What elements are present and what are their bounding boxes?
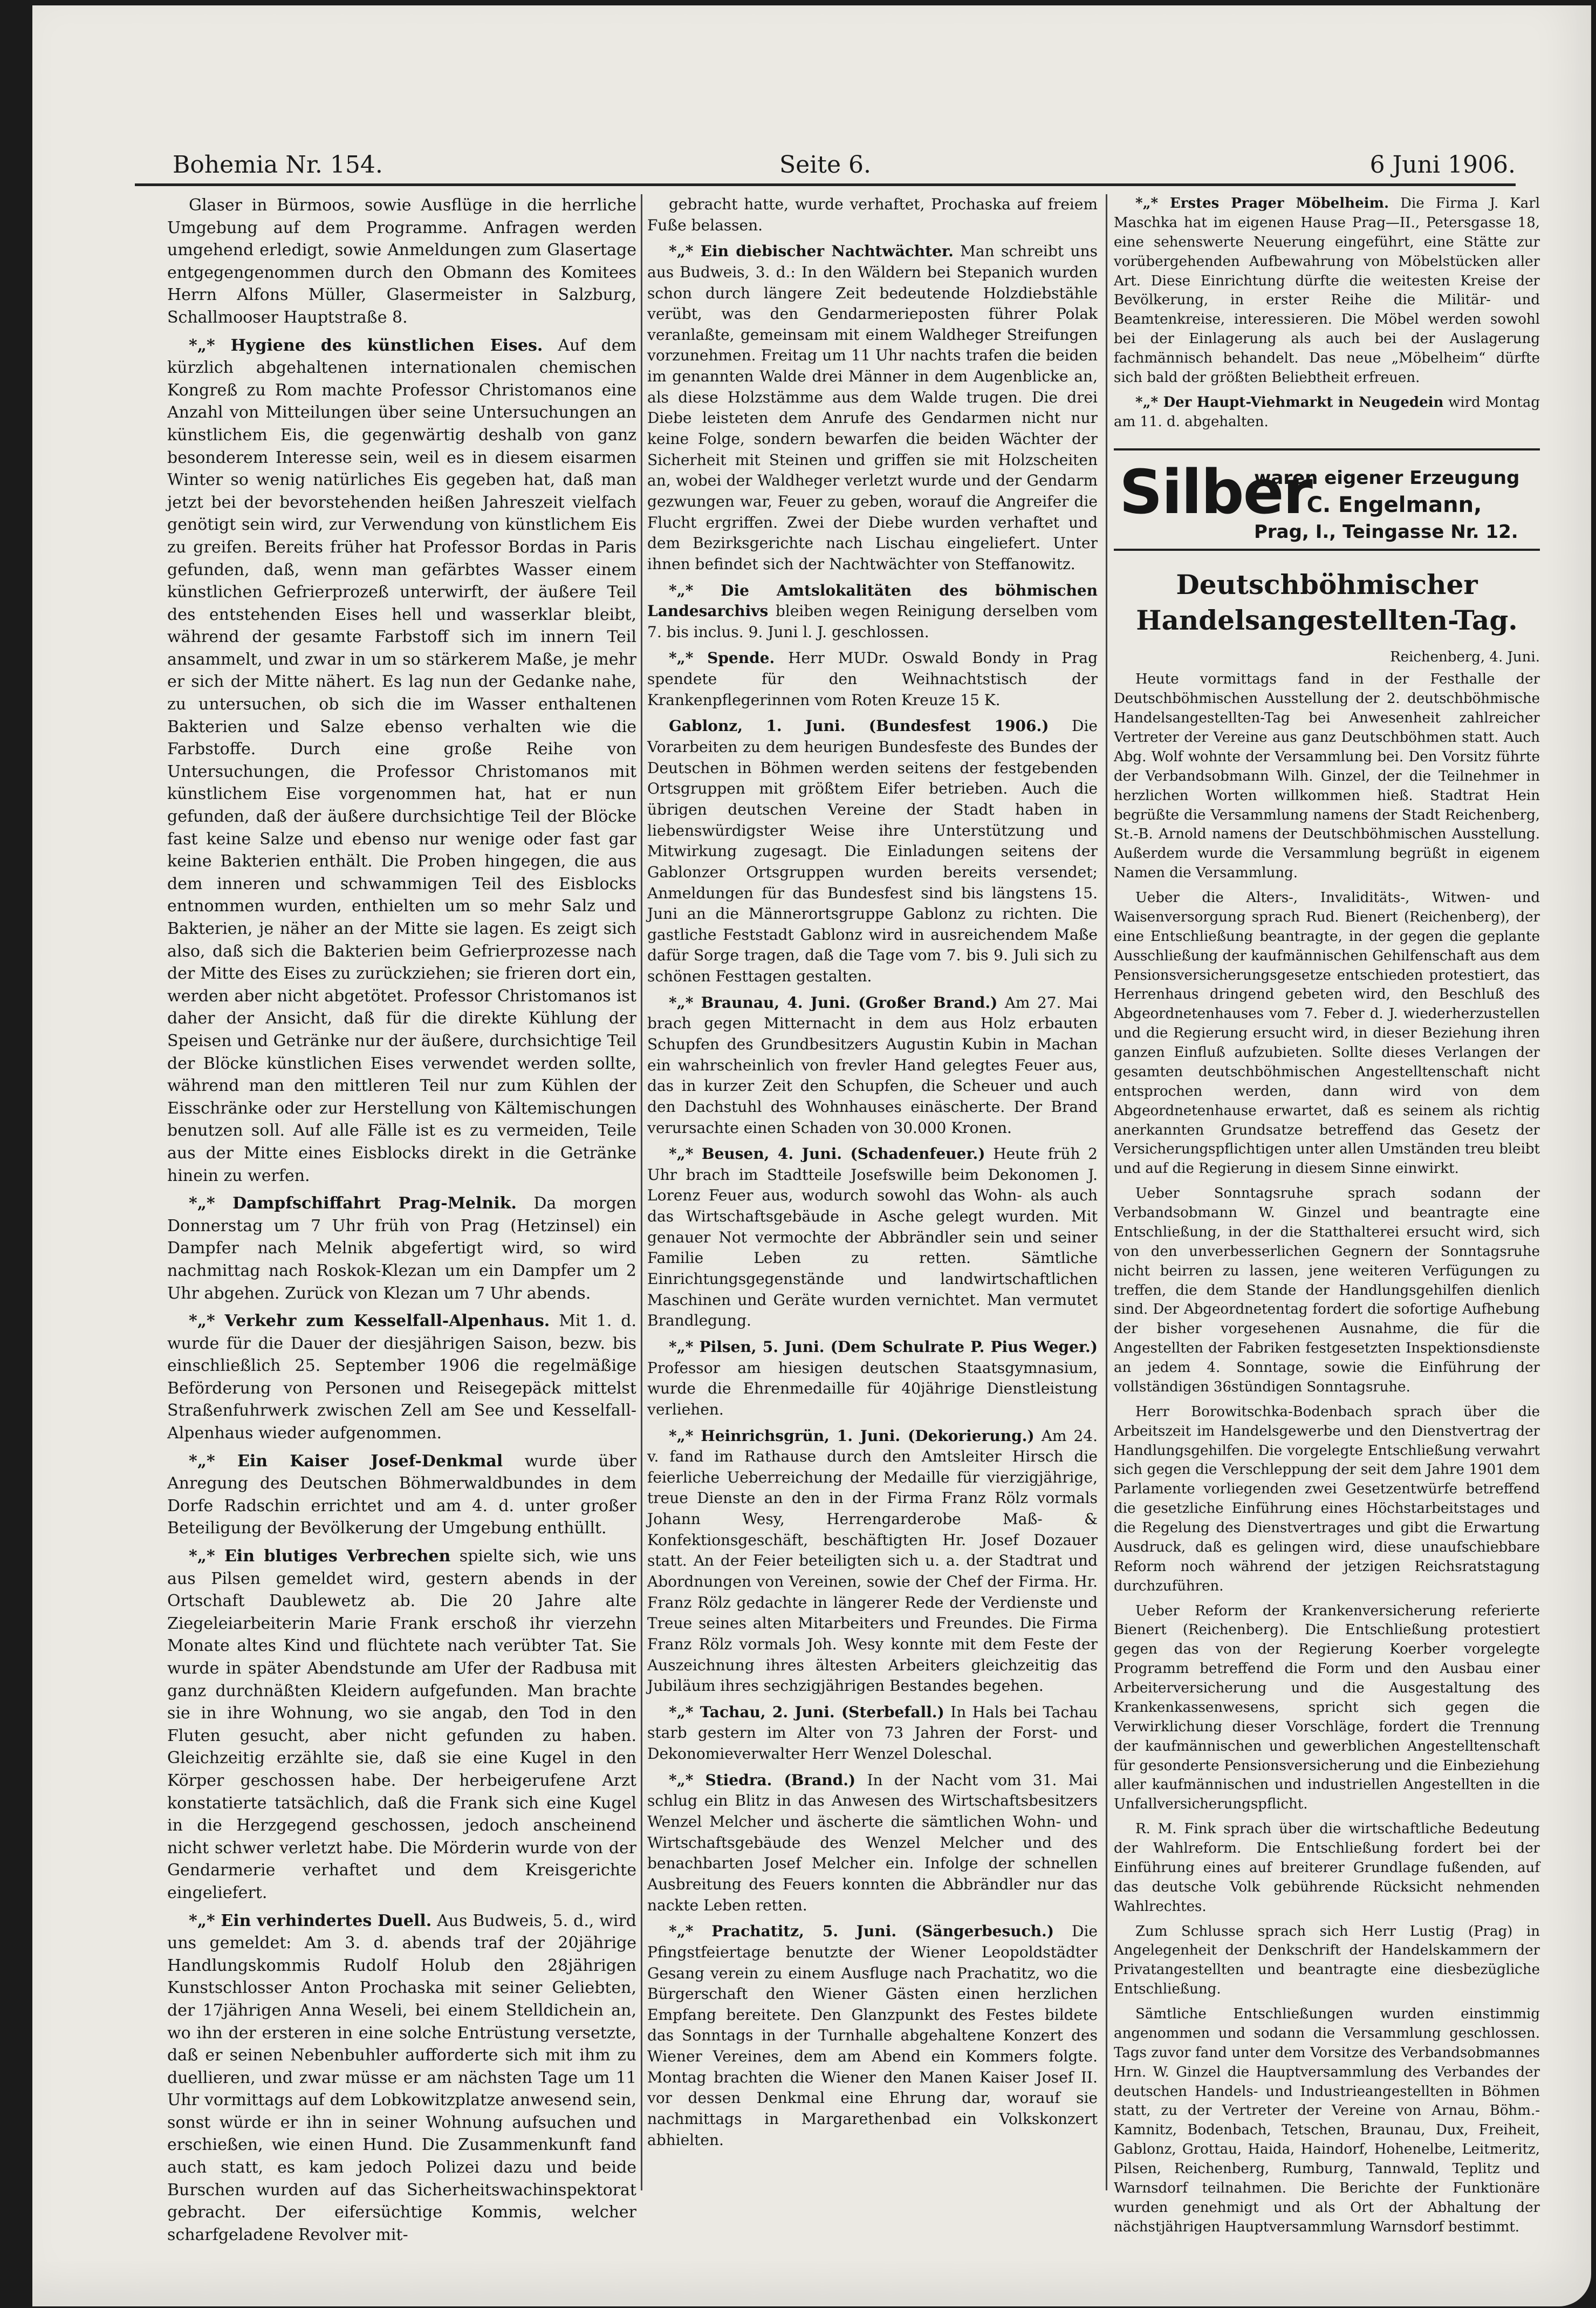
news-item <box>167 194 636 329</box>
news-item <box>647 1702 1098 1765</box>
news-item-body: Man schreibt uns aus Budweis, 3. d.: In den Wäldern bei Stepanich wurden schon durch längere Zeit bedeutende Holzdiebstähle verübt, was den Gendarmerieposten führer Polak veranlaßte, gemeinsam mit einem Waldheger Streifungen vorzunehmen. Freitag um 11 Uhr nachts trafen die beiden im genannten Walde drei Männer in dem Augenblicke an, als diese Holzstämme aus dem Walde trugen. Die drei Diebe leisteten dem Anrufe des Gendarmen nicht nur keine Folge, sondern bewarfen die beiden Wächter der Sicherheit mit Steinen und griffen sie mit Holzscheiten an, wobei der Waldheger verletzt wurde und der Gendarm gezwungen war, Feuer zu geben, worauf die Angreifer die Flucht ergriffen. Zwei der Diebe wurden verhaftet und dem Bezirksgerichte nach Lischau eingeliefert. Unter ihnen befindet sich der Nachtwächter von Steffanowitz. <box>647 242 1098 573</box>
news-item <box>1114 393 1540 432</box>
news-item <box>167 334 636 1187</box>
news-item-body: spielte sich, wie uns aus Pilsen gemeldet wird, gestern abends in der Ortschaft Daublewetz ab. Die 20 Jahre alte Ziegeleiarbeiterin Marie Frank erschoß ihr vierzehn Monate altes Kind und flüchtete nach verübter Tat. Sie wurde in später Abendstunde am Ufer der Radbusa mit ganz durchnäßten Kleidern aufgefunden. Man brachte sie in ihre Wohnung, wo sie angab, den Tod in den Fluten gesucht, aber nicht gefunden zu haben. Gleichzeitig erzählte sie, daß sie eine Kugel in den Körper geschossen habe. Der herbeigerufene Arzt konstatierte tatsächlich, daß die Frank sich eine Kugel in die Herzgegend geschossen, jedoch anscheinend nicht schwer verletzt habe. Die Mörderin wurde von der Gendarmerie verhaftet und dem Kreisgerichte eingeliefert. <box>167 1547 636 1902</box>
news-item-headline: *„* Hygiene des künstlichen Eises. <box>189 336 543 355</box>
news-item-headline: *„* Tachau, 2. Juni. (Sterbefall.) <box>669 1703 944 1721</box>
news-item <box>647 194 1098 236</box>
column-3-article <box>1114 670 1540 2237</box>
news-item <box>1114 1602 1540 1815</box>
news-item-body: Da morgen Donnerstag um 7 Uhr früh von Prag (Hetzinsel) ein Dampfer nach Melnik abgefertigt wird, so wird nachmittag nach Roskok-Klezan um ein Dampfer um 2 Uhr abgehen. Zurück von Klezan um 7 Uhr abends. <box>167 1194 636 1303</box>
column-2 <box>647 194 1098 2156</box>
news-item-body: Die Firma J. Karl Maschka hat im eigenen Hause Prag—II., Petersgasse 18, eine sehenswerte Neuerung eingeführt, eine Stätte zur vorübergehenden Aufbewahrung von Möbelstücken aller Art. Diese Einrichtung dürfte die weitesten Kreise der Bevölkerung, in erster Reihe die Militär- und Beamtenkreise, interessieren. Die Möbel werden sowohl bei der Einlagerung als auch bei der Auslagerung fachmännisch behandelt. Das neue „Möbelheim“ dürfte sich bald der größten Beliebtheit erfreuen. <box>1114 195 1540 386</box>
news-item <box>1114 194 1540 388</box>
news-item <box>647 716 1098 987</box>
news-item <box>167 1545 636 1904</box>
news-item <box>647 1337 1098 1421</box>
column-rule <box>641 194 642 2190</box>
news-item <box>647 581 1098 643</box>
news-item-body: Auf dem kürzlich abgehaltenen internationalen chemischen Kongreß zu Rom machte Professor Christomanos eine Anzahl von Mitteilungen über seine Untersuchungen an künstlichem Eis, die gegenwärtig deshalb von ganz besonderem Interesse sein, weil es in diesem eisarmen Winter so wenig natürliches Eis gegeben hat, daß man jetzt bei der bevorstehenden heißen Jahreszeit vielfach genötigt sein wird, zur Verwendung von künstlichem Eis zu greifen. Bereits früher hat Professor Bordas in Paris gefunden, daß, wenn man gefärbtes Wasser einem künstlichen Gefrierprozeß unterwirft, der äußere Teil des entstehenden Eises hell und wasserklar bleibt, während der gesamte Farbstoff sich im innern Teil ansammelt, und zwar in um so stärkerem Maße, je mehr er sich der Mitte nähert. Es lag nun der Gedanke nahe, zu untersuchen, ob sich die im Wasser enthaltenen Bakterien und Salze ebenso verhalten wie die Farbstoffe. Durch eine große Reihe von Untersuchungen, die Professor Christomanos mit künstlichem Eise vorgenommen hat, hat er nun gefunden, daß der äußere durchsichtige Teil der Blöcke fast keine Salze und ebenso nur wenige oder fast gar keine Bakterien enthält. Die Proben hingegen, die aus dem inneren und schwammigen Teil des Eisblocks entnommen wurden, enthielten um so mehr Salz und Bakterien, je näher an der Mitte sie lagen. Es zeigt sich also, daß sich die Bakterien beim Gefrierprozesse nach der Mitte des Eises zu zurückziehen; sie frieren dort ein, werden aber nicht abgetötet. Professor Christomanos ist daher der Ansicht, daß für die direkte Kühlung der Speisen und Getränke nur der äußere, durchsichtige Teil der Blöcke künstlichen Eises verwendet werden sollte, während man den mittleren Teil nur zum Kühlen der Eisschränke oder zur Herstellung von Kältemischungen benutzen soll. Auf alle Fälle ist es zu vermeiden, Teile aus der Mitte eines Eisblocks direkt in die Getränke hinein zu werfen. <box>167 336 636 1185</box>
column-1 <box>167 194 636 2251</box>
news-item-headline: *„* Pilsen, 5. Juni. (Dem Schulrate P. Pius Weger.) <box>669 1337 1098 1356</box>
news-item-body: wird Montag am 11. d. abgehalten. <box>1114 394 1540 430</box>
news-item <box>1114 1820 1540 1916</box>
news-item-headline: *„* Ein verhindertes Duell. <box>189 1911 432 1930</box>
column-3-top-items <box>1114 194 1540 432</box>
news-item-headline: Gablonz, 1. Juni. (Bundesfest 1906.) <box>669 717 1049 735</box>
news-item-body: Am 27. Mai brach gegen Mitternacht in dem aus Holz erbauten Schupfen des Grundbesitzers Augustin Kubin in Machan ein wahrscheinlich von frevler Hand gelegtes Feuer aus, das in kurzer Zeit den Schupfen, die Scheuer und auch den Dachstuhl des Wohnhauses einäscherte. Der Brand verursachte einen Schaden von 30.000 Kronen. <box>647 993 1098 1137</box>
header-publication: Bohemia Nr. 154. <box>173 151 383 179</box>
news-item-body: Herr Borowitschka-Bodenbach sprach über die Arbeitszeit im Handelsgewerbe und den Dienstvertrag der Handlungsgehilfen. Die vorgelegte Entschließung verwahrt sich gegen die Verschleppung der seit dem Jahre 1901 dem Parlamente vorliegenden zwei Gesetzentwürfe betreffend die gesetzliche Einführung eines Höchstarbeitstages und die Regelung des Dienstvertrages und gibt die Erwartung Ausdruck, daß es gelingen wird, diese unaufschiebbare Reform noch während der jetzigen Reichsratstagung durchzuführen. <box>1114 1403 1540 1594</box>
news-item-body: Glaser in Bürmoos, sowie Ausflüge in die herrliche Umgebung auf dem Programme. Anfragen werden umgehend erledigt, sowie Anmeldungen zum Glasertage entgegengenommen durch den Obmann des Komitees Herrn Alfons Müller, Glasermeister in Salzburg, Schallmooser Hauptstraße 8. <box>167 196 636 327</box>
news-item-headline: *„* Verkehr zum Kesselfall-Alpenhaus. <box>189 1312 550 1331</box>
news-item <box>167 1450 636 1540</box>
news-item-headline: *„* Ein diebischer Nachtwächter. <box>669 242 954 261</box>
news-item-body: R. M. Fink sprach über die wirtschaftliche Bedeutung der Wahlreform. Die Entschließung fordert bei der Einführung eines auf breiterer Grundlage fußenden, auf das deutsche Volk gebührende Rücksicht nehmenden Wahlrechtes. <box>1114 1821 1540 1915</box>
news-item-body: wurde über Anregung des Deutschen Böhmerwaldbundes in dem Dorfe Radschin errichtet und am 4. d. unter großer Beteiligung der Bevölkerung der Umgebung enthüllt. <box>167 1451 636 1538</box>
news-item <box>1114 1403 1540 1596</box>
news-item-body: In Hals bei Tachau starb gestern im Alter von 73 Jahren der Forst- und Dekonomieverwalter Herr Wenzel Doleschal. <box>647 1703 1098 1763</box>
news-item-body: Herr MUDr. Oswald Bondy in Prag spendete für den Weihnachtstisch der Krankenpflegerinnen vom Roten Kreuze 15 K. <box>647 649 1098 709</box>
news-item-body: Sämtliche Entschließungen wurden einstimmig angenommen und sodann die Versammlung geschlossen. Tags zuvor fand unter dem Vorsitze des Verbandsobmannes Hrn. W. Ginzel die Hauptversammlung des Verbandes der deutschen Handels- und Industrieangestellten in Böhmen statt, zu der Vertreter der Vereine von Arnau, Böhm.-Kamnitz, Bodenbach, Tetschen, Braunau, Dux, Freiheit, Gablonz, Grottau, Haida, Haindorf, Hohenelbe, Leitmeritz, Pilsen, Reichenberg, Rumburg, Tannwald, Teplitz und Warnsdorf teilnahmen. Die Berichte der Funktionäre wurden genehmigt und als Ort der Abhaltung der nächstjährigen Hauptversammlung Warnsdorf bestimmt. <box>1114 2006 1540 2235</box>
news-item-headline: *„* Dampfschiffahrt Prag-Melnik. <box>189 1194 517 1213</box>
news-item <box>647 1770 1098 1916</box>
news-item-body: Ueber Reform der Krankenversicherung referierte Bienert (Reichenberg). Die Entschließung protestiert gegen das von der Regierung Koerber vorgelegte Programm betreffend die Form und den Ausbau einer Arbeiterversicherung und die Ausgestaltung des Krankenkassenwesens, spricht sich gegen die Verwirklichung dieser Vorschläge, fordert die Trennung der kaufmännischen und gewerblichen Angestelltenschaft für gesonderte Pensionsversicherung und die Einbeziehung aller kaufmännischen und industriellen Angestellten in die Unfallversicherungspflicht. <box>1114 1602 1540 1813</box>
news-item-body: Die Vorarbeiten zu dem heurigen Bundesfeste des Bundes der Deutschen in Böhmen werden seitens der festgebenden Ortsgruppen mit größtem Eifer betrieben. Auch die übrigen deutschen Vereine der Stadt haben in liebenswürdigster Weise ihre Unterstützung und Mitwirkung zugesagt. Die Einladungen seitens der Gablonzer Ortsgruppen wurden bereits versendet; Anmeldungen für das Bundesfest sind bis längstens 15. Juni an die Männerortsgruppe Gablonz zu richten. Die gastliche Feststadt Gablonz wird in ausreichendem Maße dafür Sorge tragen, daß die Tage vom 7. bis 9. Juli sich zu schönen Festtagen gestalten. <box>647 717 1098 986</box>
news-item-body: bleiben wegen Reinigung derselben vom 7. bis inclus. 9. Juni l. J. geschlossen. <box>647 602 1098 641</box>
news-item <box>647 1426 1098 1697</box>
news-item-headline: *„* Heinrichsgrün, 1. Juni. (Dekorierung.) <box>669 1426 1035 1445</box>
news-item-body: In der Nacht vom 31. Mai schlug ein Blitz in das Anwesen des Wirtschaftsbesitzers Wenzel Melcher und äscherte die sämtlichen Wohn- und Wirtschaftsgebäude des Wenzel Melcher und des benachbarten Josef Melcher ein. Infolge der schnellen Ausbreitung des Feuers konnten die Abbrändler nur das nackte Leben retten. <box>647 1771 1098 1914</box>
news-item-body: gebracht hatte, wurde verhaftet, Prochaska auf freiem Fuße belassen. <box>647 195 1098 234</box>
news-item <box>167 1910 636 2246</box>
news-item-headline: *„* Braunau, 4. Juni. (Großer Brand.) <box>669 993 998 1012</box>
news-item <box>167 1192 636 1305</box>
news-item-headline: *„* Erstes Prager Möbelheim. <box>1135 195 1389 211</box>
ad-line: Prag, I., Teingasse Nr. 12. <box>1254 521 1518 543</box>
column-rule <box>1106 194 1107 2190</box>
news-item-body: Zum Schlusse sprach sich Herr Lustig (Prag) in Angelegenheit der Denkschrift der Handelskammern der Privatangestellten und beantragte eine diesbezügliche Entschließung. <box>1114 1923 1540 1998</box>
news-item-headline: *„* Ein blutiges Verbrechen <box>189 1547 451 1566</box>
news-item-body: Mit 1. d. wurde für die Dauer der diesjährigen Saison, bezw. bis einschließlich 25. September 1906 die regelmäßige Beförderung von Personen und Reisegepäck mittelst Straßenfuhrwerk zwischen Zell am See und Kesselfall-Alpenhaus wieder aufgenommen. <box>167 1312 636 1443</box>
news-item-body: Am 24. v. fand im Rathause durch den Amtsleiter Hirsch die feierliche Ueberreichung der Medaille für vierzigjährige, treue Dienste an den in der Firma Franz Rölz vormals Johann Wesy, Herrengarderobe Maß- & Konfektionsgeschäft, beschäftigten Hr. Josef Dozauer statt. An der Feier beteiligten sich u. a. der Stadtrat und Abordnungen von Vereinen, sowie der Chef der Firma. Hr. Franz Rölz gedachte in längerer Rede der Verdienste und Treue seines alten Mitarbeiters und Freundes. Die Firma Franz Rölz vormals Joh. Wesy konnte mit dem Feste der Auszeichnung ihres ältesten Arbeiters gleichzeitig das Jubiläum ihres sechzigjährigen Bestandes begehen. <box>647 1426 1098 1695</box>
news-item-body: Aus Budweis, 5. d., wird uns gemeldet: Am 3. d. abends traf der 20jährige Handlungskommis Rudolf Holub den 28jährigen Kunstschlosser Anton Prochaska mit seiner Geliebten, der 17jährigen Anna Weseli, bei einem Stelldichein an, wo ihn der ersteren in eine solche Entrüstung versetzte, daß er seinen Nebenbuhler aufforderte sich mit ihm zu duellieren, und zwar müsse er am nächsten Tage um 11 Uhr vormittags auf dem Lobkowitzplatze anwesend sein, sonst würde er ihn in seiner Wohnung aufsuchen und erschießen, wie einen Hund. Die Zusammenkunft fand auch statt, es kam jedoch Polizei dazu und beide Burschen wurden auf das Sicherheitswachinspektorat gebracht. Der eifersüchtige Kommis, welcher scharfgeladene Revolver mit- <box>167 1911 636 2244</box>
news-item <box>647 648 1098 711</box>
news-item-body: Professor am hiesigen deutschen Staatsgymnasium, wurde die Ehrenmedaille für 40jährige Dienstleistung verliehen. <box>647 1358 1098 1418</box>
news-item <box>647 1921 1098 2150</box>
news-item-headline: *„* Spende. <box>669 649 775 667</box>
news-item-body: Die Pfingstfeiertage benutzte der Wiener Leopoldstädter Gesang verein zu einem Ausfluge nach Prachatitz, wo die Bürgerschaft den Wiener Gästen einen herzlichen Empfang bereitete. Den Glanzpunkt des Festes bildete das Sonntags in der Turnhalle abgehaltene Konzert des Wiener Vereines, dem am Abend ein Kommers folgte. Montag brachten die Wiener den Manen Kaiser Josef II. vor dessen Denkmal eine Ehrung dar, worauf sie nachmittags in Margarethenbad ein Volkskonzert abhielten. <box>647 1922 1098 2149</box>
news-item-body: Heute früh 2 Uhr brach im Stadtteile Josefswille beim Dekonomen J. Lorenz Feuer aus, wodurch sowohl das Wohn- als auch das Wirtschaftsgebäude in Asche gelegt wurden. Mit genauer Not vermochte der Abbrändler sein und seiner Familie Leben zu retten. Sämtliche Einrichtungsgegenstände und landwirtschaftlichen Maschinen und Geräte wurden vernichtet. Man vermutet Brandlegung. <box>647 1145 1098 1330</box>
advertisement <box>1114 448 1540 551</box>
news-item <box>1114 1922 1540 2000</box>
news-item <box>647 993 1098 1138</box>
news-item-headline: *„* Ein Kaiser Josef-Denkmal <box>189 1451 503 1471</box>
ad-line: waren eigener Erzeugung <box>1254 467 1520 489</box>
news-item-body: Ueber Sonntagsruhe sprach sodann der Verbandsobmann W. Ginzel und beantragte eine Entschließung, in der die Statthalterei ersucht wird, sich von den unverbesserlichen Gegnern der Sonntagsruhe nicht beirren zu lassen, jene weiteren Verfügungen zu treffen, die dem Stande der Handlungsgehilfen dienlich sind. Der Abgeordnetentag fordert die sofortige Aufhebung der bisher vorgesehenen Ausnahme, die für die Angestellten der Fabriken festgesetzten Inspektionsdienste an jedem 4. Sonntage, sowie die Einführung der vollständigen 36stündigen Sonntagsruhe. <box>1114 1185 1540 1395</box>
news-item <box>647 1144 1098 1331</box>
header-date: 6 Juni 1906. <box>1369 151 1516 179</box>
section-title: Deutschböhmischer Handelsangestellten-Tag. <box>1136 568 1518 636</box>
column-3 <box>1114 194 1540 2243</box>
news-item <box>1114 2005 1540 2237</box>
header-page-number: Seite 6. <box>779 151 871 179</box>
page-header <box>135 146 1516 186</box>
news-item-headline: *„* Stiedra. (Brand.) <box>669 1771 856 1789</box>
ad-text <box>1254 465 1535 545</box>
news-item <box>167 1310 636 1445</box>
news-item-headline: *„* Die Amtslokalitäten des böhmischen Landesarchivs <box>647 581 1098 620</box>
ad-line: C. Engelmann, <box>1306 492 1482 517</box>
news-item <box>647 241 1098 575</box>
news-item-body: Ueber die Alters-, Invaliditäts-, Witwen- und Waisenversorgung sprach Rud. Bienert (Reichenberg), der eine Entschließung beantragte, in der gegen die geplante Ausschließung der kaufmännischen Gehilfenschaft aus dem Pensionsversicherungsgesetze entschieden protestiert, das Herrenhaus dringend gebeten wird, den Beschluß des Abgeordnetenhauses vom 7. Feber d. J. wiederherzustellen und die Regierung ersucht wird, in dieser Beziehung ihren ganzen Einfluß aufzubieten. Sollte dieses Verlangen der gesamten deutschböhmischen Angestelltenschaft nicht entsprochen werden, dann wird von dem Abgeordnetenhause erwartet, daß es seinem als richtig anerkannten Grundsatze betreffend das Gesetz der Versicherungspflichtigen unter allen Umständen treu bleibt und auf die Regierung in diesem Sinne einwirkt. <box>1114 890 1540 1177</box>
news-item <box>1114 670 1540 883</box>
ad-headline: Silber <box>1119 457 1312 528</box>
news-item-headline: *„* Der Haupt-Viehmarkt in Neugedein <box>1135 394 1444 411</box>
news-item-body: Heute vormittags fand in der Festhalle der Deutschböhmischen Ausstellung der 2. deutschböhmische Handelsangestellten-Tag bei Anwesenheit zahlreicher Vertreter der Vereine aus ganz Deutschböhmen statt. Auch Abg. Wolf wohnte der Versammlung bei. Den Vorsitz führte der Verbandsobmann Wilh. Ginzel, der die Teilnehmer in herzlichen Worten willkommen hieß. Stadtrat Hein begrüßte die Versammlung namens der Stadt Reichenberg, St.-B. Arnold namens der Deutschböhmischen Ausstellung. Außerdem wurde die Versammlung begrüßt in eigenem Namen die Versammlung. <box>1114 671 1540 882</box>
news-item-headline: *„* Beusen, 4. Juni. (Schadenfeuer.) <box>669 1145 985 1163</box>
news-item-headline: *„* Prachatitz, 5. Juni. (Sängerbesuch.) <box>669 1922 1054 1941</box>
news-item <box>1114 889 1540 1179</box>
news-item <box>1114 1184 1540 1397</box>
section-dateline: Reichenberg, 4. Juni. <box>1390 648 1540 665</box>
